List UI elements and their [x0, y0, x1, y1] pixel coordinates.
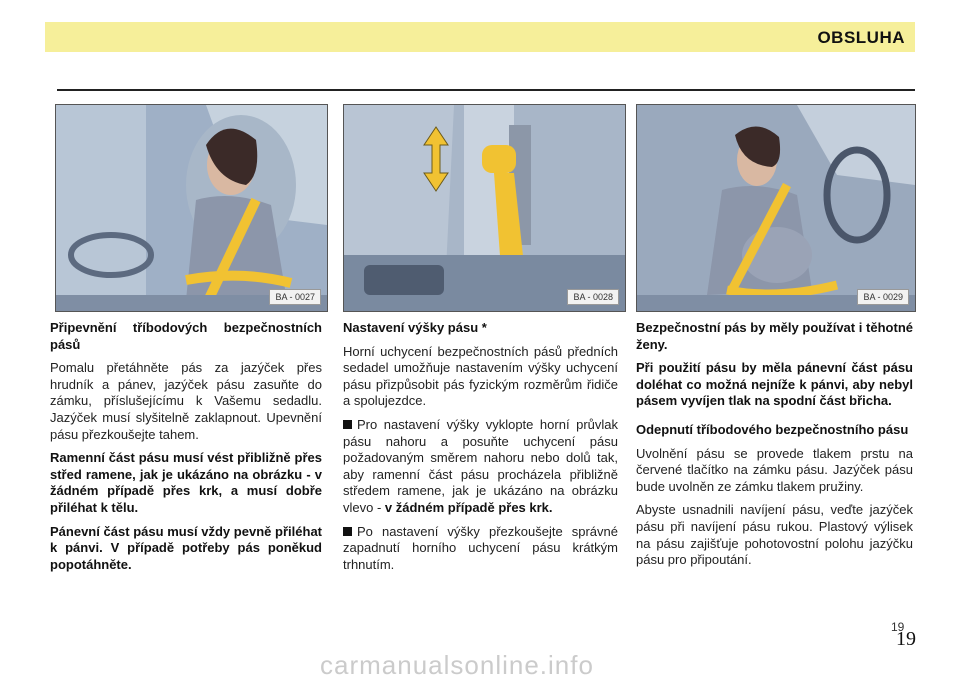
paragraph-bold: Při použití pásu by měla pánevní část pásu doléhat co možná nejníže k pánvi, aby nebyl pásem vyvíjen tlak na spodní část břicha.: [636, 360, 913, 409]
figure-label: BA - 0027: [269, 289, 321, 305]
paragraph-bold: Pánevní část pásu musí vždy pevně přiléhat k pánvi. V případě potřeby pás poněkud popotáhněte.: [50, 523, 322, 572]
paragraph-bold-inline: v žádném případě přes krk.: [384, 499, 553, 515]
figure-belt-height-adjust: [343, 104, 626, 312]
heading-pregnant: Bezpečnostní pás by měly používat i těhotné ženy.: [636, 320, 913, 352]
page-number: 19: [896, 628, 916, 650]
heading-attach-belts: Připevnění tříbodových bezpečnostních pásů: [50, 320, 322, 352]
belt-height-illustration: [344, 105, 625, 311]
heading-unbuckle: Odepnutí tříbodového bezpečnostního pásu: [636, 421, 909, 437]
figure-seatbelt-woman: [55, 104, 328, 312]
paragraph-bullet: [343, 524, 618, 574]
paragraph-bullet: [343, 417, 618, 517]
seatbelt-woman-illustration: [56, 105, 327, 311]
paragraph-text: Po nastavení výšky přezkoušejte správné zapadnutí horního uchycení pásu krátkým trhnutím.: [343, 523, 618, 572]
header-band: [45, 22, 915, 52]
watermark: carmanualsonline.info: [320, 650, 594, 680]
figure-pregnant-driver: [636, 104, 916, 312]
page-number-small: 19: [891, 620, 905, 634]
heading-belt-height: Nastavení výšky pásu *: [343, 320, 487, 335]
column-middle: [343, 320, 618, 580]
paragraph-bold: Ramenní část pásu musí vést přibližně přes střed ramene, jak je ukázáno na obrázku - v žádném případě přes krk, a musí dobře přiléhat k tělu.: [50, 450, 322, 515]
paragraph-text: Pro nastavení výšky vyklopte horní průvlak pásu nahoru a posuňte uchycení pásu požadovaným směrem nahoru nebo dolů tak, aby ramenní část pásu procházela přibližně středem ramene, jak je ukázáno na obrázku vlevo -: [343, 416, 618, 515]
figure-label: BA - 0028: [567, 289, 619, 305]
paragraph: Abyste usnadnili navíjení pásu, veďte jazýček pásu při navíjení pásu rukou. Plastový výlisek na pásu zajišťuje pohotovostní polohu jazýčku pásu pro připoutání.: [636, 502, 913, 568]
paragraph: Uvolnění pásu se provede tlakem prstu na červené tlačítko na zámku pásu. Jazýček pásu bude uvolněn ze zámku tlakem pružiny.: [636, 445, 913, 494]
paragraph: Pomalu přetáhněte pás za jazýček přes hrudník a pánev, jazýček pásu zasuňte do zámku, příslušejícímu k Vašemu sedadlu. Jazýček musí slyšitelně zaklapnout. Upevnění pásu přezkoušejte tahem.: [50, 360, 322, 442]
column-left: [50, 320, 322, 580]
divider-rule: [57, 89, 915, 91]
figure-label: BA - 0029: [857, 289, 909, 305]
bullet-icon: [343, 527, 352, 536]
column-right: [636, 320, 913, 576]
bullet-icon: [343, 420, 352, 429]
paragraph: Horní uchycení bezpečnostních pásů předních sedadel umožňuje nastavením výšky uchycení pásu přizpůsobit pás fyzickým rozměrům řidiče a spolujezdce.: [343, 343, 618, 409]
pregnant-driver-illustration: [637, 105, 915, 311]
section-title: OBSLUHA: [817, 28, 905, 47]
